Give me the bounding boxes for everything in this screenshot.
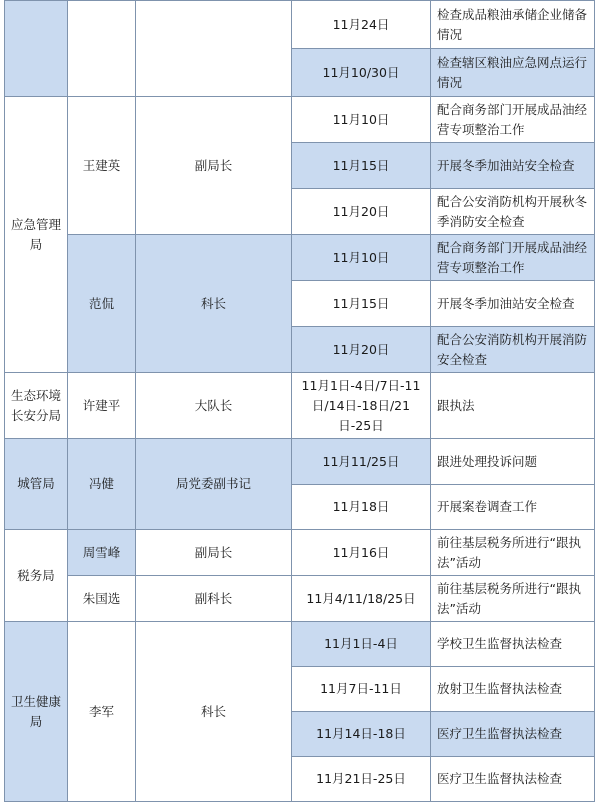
position-title-cell: 副局长 [136,97,292,235]
date-cell: 11月20日 [292,327,431,373]
task-cell: 开展案卷调查工作 [431,485,595,530]
task-cell: 配合商务部门开展成品油经营专项整治工作 [431,97,595,143]
department-cell: 城管局 [5,439,68,530]
task-cell: 学校卫生监督执法检查 [431,622,595,667]
date-cell: 11月1日-4日/7日-11日/14日-18日/21日-25日 [292,373,431,439]
person-name-cell: 范侃 [68,235,136,373]
table-row [5,530,595,576]
date-cell: 11月11/25日 [292,439,431,485]
person-name-cell: 许建平 [68,373,136,439]
table-row [5,235,595,281]
date-cell: 11月16日 [292,530,431,576]
position-title-cell: 科长 [136,622,292,802]
task-cell: 跟执法 [431,373,595,439]
person-name-cell [68,1,136,97]
date-cell: 11月10日 [292,235,431,281]
task-cell: 医疗卫生监督执法检查 [431,757,595,802]
task-cell: 前往基层税务所进行“跟执法”活动 [431,576,595,622]
department-cell: 税务局 [5,530,68,622]
table-row [5,622,595,667]
position-title-cell: 副科长 [136,576,292,622]
table-row [5,439,595,485]
table-row [5,576,595,622]
date-cell: 11月7日-11日 [292,667,431,712]
date-cell: 11月10日 [292,97,431,143]
department-cell: 卫生健康局 [5,622,68,802]
table-row [5,373,595,439]
person-name-cell: 朱国选 [68,576,136,622]
task-cell: 医疗卫生监督执法检查 [431,712,595,757]
date-cell: 11月24日 [292,1,431,49]
date-cell: 11月4/11/18/25日 [292,576,431,622]
date-cell: 11月15日 [292,143,431,189]
date-cell: 11月18日 [292,485,431,530]
table-row [5,97,595,143]
task-cell: 检查成品粮油承储企业储备情况 [431,1,595,49]
date-cell: 11月10/30日 [292,49,431,97]
person-name-cell: 王建英 [68,97,136,235]
department-cell [5,1,68,97]
position-title-cell: 科长 [136,235,292,373]
department-cell: 应急管理局 [5,97,68,373]
task-cell: 前往基层税务所进行“跟执法”活动 [431,530,595,576]
task-cell: 配合公安消防机构开展消防安全检查 [431,327,595,373]
date-cell: 11月1日-4日 [292,622,431,667]
task-cell: 开展冬季加油站安全检查 [431,143,595,189]
task-cell: 放射卫生监督执法检查 [431,667,595,712]
date-cell: 11月21日-25日 [292,757,431,802]
person-name-cell: 李军 [68,622,136,802]
table-row [5,1,595,49]
position-title-cell: 大队长 [136,373,292,439]
date-cell: 11月15日 [292,281,431,327]
position-title-cell [136,1,292,97]
department-cell: 生态环境长安分局 [5,373,68,439]
task-cell: 检查辖区粮油应急网点运行情况 [431,49,595,97]
schedule-table [4,0,595,802]
position-title-cell: 局党委副书记 [136,439,292,530]
task-cell: 配合公安消防机构开展秋冬季消防安全检查 [431,189,595,235]
task-cell: 开展冬季加油站安全检查 [431,281,595,327]
position-title-cell: 副局长 [136,530,292,576]
date-cell: 11月14日-18日 [292,712,431,757]
task-cell: 跟进处理投诉问题 [431,439,595,485]
person-name-cell: 周雪峰 [68,530,136,576]
person-name-cell: 冯健 [68,439,136,530]
task-cell: 配合商务部门开展成品油经营专项整治工作 [431,235,595,281]
date-cell: 11月20日 [292,189,431,235]
